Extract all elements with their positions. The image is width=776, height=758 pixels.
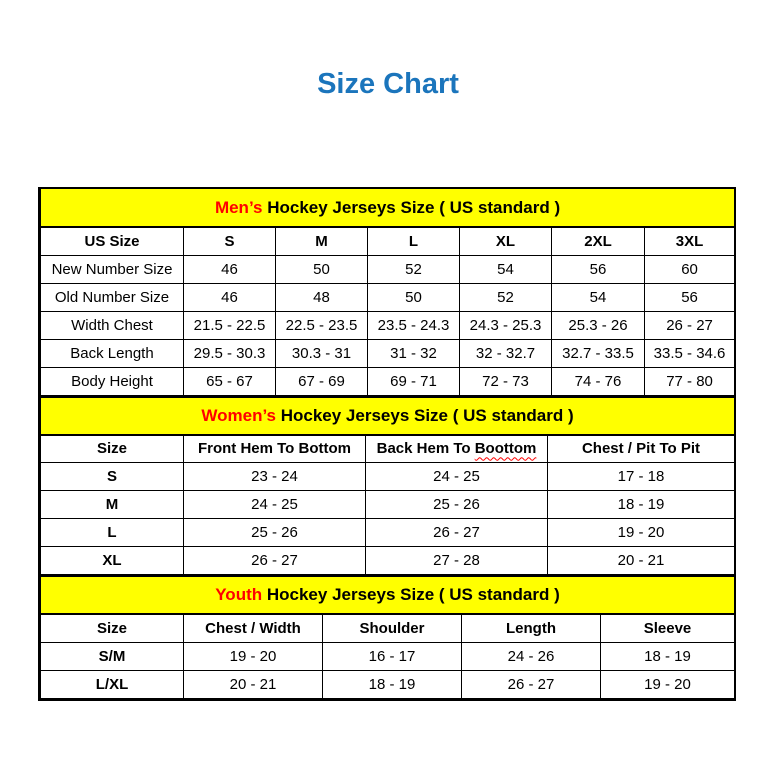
youth-section-highlight: Youth bbox=[215, 585, 263, 604]
table-cell: 21.5 - 22.5 bbox=[184, 311, 276, 339]
column-header-m: M bbox=[276, 227, 368, 255]
table-cell: 24 - 26 bbox=[462, 642, 601, 670]
table-cell: 18 - 19 bbox=[548, 491, 735, 519]
table-cell: 25 - 26 bbox=[366, 491, 548, 519]
table-cell: 52 bbox=[460, 283, 552, 311]
table-cell: 25.3 - 26 bbox=[552, 311, 645, 339]
table-cell: 56 bbox=[645, 283, 735, 311]
row-label: Width Chest bbox=[41, 311, 184, 339]
table-cell: 24 - 25 bbox=[184, 491, 366, 519]
womens-row-m bbox=[41, 491, 735, 519]
mens-row-old-number-size bbox=[41, 283, 735, 311]
table-cell: 33.5 - 34.6 bbox=[645, 339, 735, 367]
table-cell: 18 - 19 bbox=[323, 670, 462, 698]
table-cell: 16 - 17 bbox=[323, 642, 462, 670]
row-label: Old Number Size bbox=[41, 283, 184, 311]
mens-row-back-length bbox=[41, 339, 735, 367]
column-header-2xl: 2XL bbox=[552, 227, 645, 255]
youth-row-lxl bbox=[41, 670, 735, 698]
womens-section-highlight: Women’s bbox=[201, 405, 276, 425]
table-cell: 32 - 32.7 bbox=[460, 339, 552, 367]
column-header-sleeve: Sleeve bbox=[601, 614, 735, 642]
mens-row-new-number-size bbox=[41, 255, 735, 283]
column-header-length: Length bbox=[462, 614, 601, 642]
row-label: XL bbox=[41, 547, 184, 575]
column-header-shoulder: Shoulder bbox=[323, 614, 462, 642]
row-label: L/XL bbox=[41, 670, 184, 698]
table-cell: 50 bbox=[368, 283, 460, 311]
table-cell: 60 bbox=[645, 255, 735, 283]
table-cell: 20 - 21 bbox=[548, 547, 735, 575]
table-cell: 56 bbox=[552, 255, 645, 283]
column-header-3xl: 3XL bbox=[645, 227, 735, 255]
youth-size-table bbox=[40, 575, 735, 699]
table-cell: 30.3 - 31 bbox=[276, 339, 368, 367]
womens-section-band bbox=[41, 397, 735, 435]
row-label: L bbox=[41, 519, 184, 547]
row-label: S/M bbox=[41, 642, 184, 670]
table-cell: 29.5 - 30.3 bbox=[184, 339, 276, 367]
table-cell: 25 - 26 bbox=[184, 519, 366, 547]
back-hem-prefix: Back Hem To bbox=[376, 440, 475, 458]
column-header-size: Size bbox=[41, 435, 184, 463]
womens-size-table bbox=[40, 396, 735, 576]
column-header-back-hem bbox=[366, 435, 548, 463]
table-cell: 18 - 19 bbox=[601, 642, 735, 670]
row-label: New Number Size bbox=[41, 255, 184, 283]
table-cell: 24.3 - 25.3 bbox=[460, 311, 552, 339]
size-chart-page bbox=[0, 66, 776, 758]
column-header-front-hem: Front Hem To Bottom bbox=[184, 435, 366, 463]
back-hem-misspelled-word: Boottom bbox=[474, 440, 537, 458]
row-label: Back Length bbox=[41, 339, 184, 367]
table-cell: 19 - 20 bbox=[601, 670, 735, 698]
table-cell: 48 bbox=[276, 283, 368, 311]
youth-header-row bbox=[41, 614, 735, 642]
column-header-s: S bbox=[184, 227, 276, 255]
table-cell: 77 - 80 bbox=[645, 367, 735, 395]
table-cell: 67 - 69 bbox=[276, 367, 368, 395]
table-cell: 26 - 27 bbox=[366, 519, 548, 547]
page-title: Size Chart bbox=[317, 68, 459, 100]
table-cell: 69 - 71 bbox=[368, 367, 460, 395]
womens-section-rest: Hockey Jerseys Size ( US standard ) bbox=[276, 405, 574, 425]
womens-section-title bbox=[41, 397, 735, 435]
table-cell: 54 bbox=[460, 255, 552, 283]
table-cell: 20 - 21 bbox=[184, 670, 323, 698]
youth-section-rest: Hockey Jerseys Size ( US standard ) bbox=[262, 585, 560, 604]
table-cell: 23.5 - 24.3 bbox=[368, 311, 460, 339]
womens-header-row bbox=[41, 435, 735, 463]
table-cell: 24 - 25 bbox=[366, 463, 548, 491]
table-cell: 50 bbox=[276, 255, 368, 283]
mens-header-row bbox=[41, 227, 735, 255]
womens-row-l bbox=[41, 519, 735, 547]
youth-section-band bbox=[41, 576, 735, 614]
row-label: M bbox=[41, 491, 184, 519]
table-cell: 54 bbox=[552, 283, 645, 311]
table-cell: 23 - 24 bbox=[184, 463, 366, 491]
table-cell: 26 - 27 bbox=[184, 547, 366, 575]
mens-size-table bbox=[40, 189, 735, 396]
table-cell: 46 bbox=[184, 283, 276, 311]
table-cell: 52 bbox=[368, 255, 460, 283]
size-chart-tables bbox=[38, 187, 736, 701]
table-cell: 26 - 27 bbox=[462, 670, 601, 698]
table-cell: 46 bbox=[184, 255, 276, 283]
table-cell: 17 - 18 bbox=[548, 463, 735, 491]
table-cell: 74 - 76 bbox=[552, 367, 645, 395]
mens-row-body-height bbox=[41, 367, 735, 395]
row-label: S bbox=[41, 463, 184, 491]
table-cell: 27 - 28 bbox=[366, 547, 548, 575]
mens-section-title bbox=[41, 189, 735, 227]
column-header-chest-width: Chest / Width bbox=[184, 614, 323, 642]
youth-row-sm bbox=[41, 642, 735, 670]
column-header-l: L bbox=[368, 227, 460, 255]
mens-section-rest: Hockey Jerseys Size ( US standard ) bbox=[262, 197, 561, 217]
row-label: Body Height bbox=[41, 367, 184, 395]
column-header-us-size: US Size bbox=[41, 227, 184, 255]
table-cell: 19 - 20 bbox=[548, 519, 735, 547]
mens-row-width-chest bbox=[41, 311, 735, 339]
column-header-chest-pit: Chest / Pit To Pit bbox=[548, 435, 735, 463]
table-cell: 19 - 20 bbox=[184, 642, 323, 670]
youth-section-title bbox=[41, 576, 735, 614]
table-cell: 26 - 27 bbox=[645, 311, 735, 339]
column-header-xl: XL bbox=[460, 227, 552, 255]
womens-row-s bbox=[41, 463, 735, 491]
table-cell: 31 - 32 bbox=[368, 339, 460, 367]
column-header-size: Size bbox=[41, 614, 184, 642]
table-cell: 72 - 73 bbox=[460, 367, 552, 395]
womens-row-xl bbox=[41, 547, 735, 575]
mens-section-band bbox=[41, 189, 735, 227]
table-cell: 22.5 - 23.5 bbox=[276, 311, 368, 339]
table-cell: 65 - 67 bbox=[184, 367, 276, 395]
table-cell: 32.7 - 33.5 bbox=[552, 339, 645, 367]
mens-section-highlight: Men’s bbox=[214, 197, 263, 217]
